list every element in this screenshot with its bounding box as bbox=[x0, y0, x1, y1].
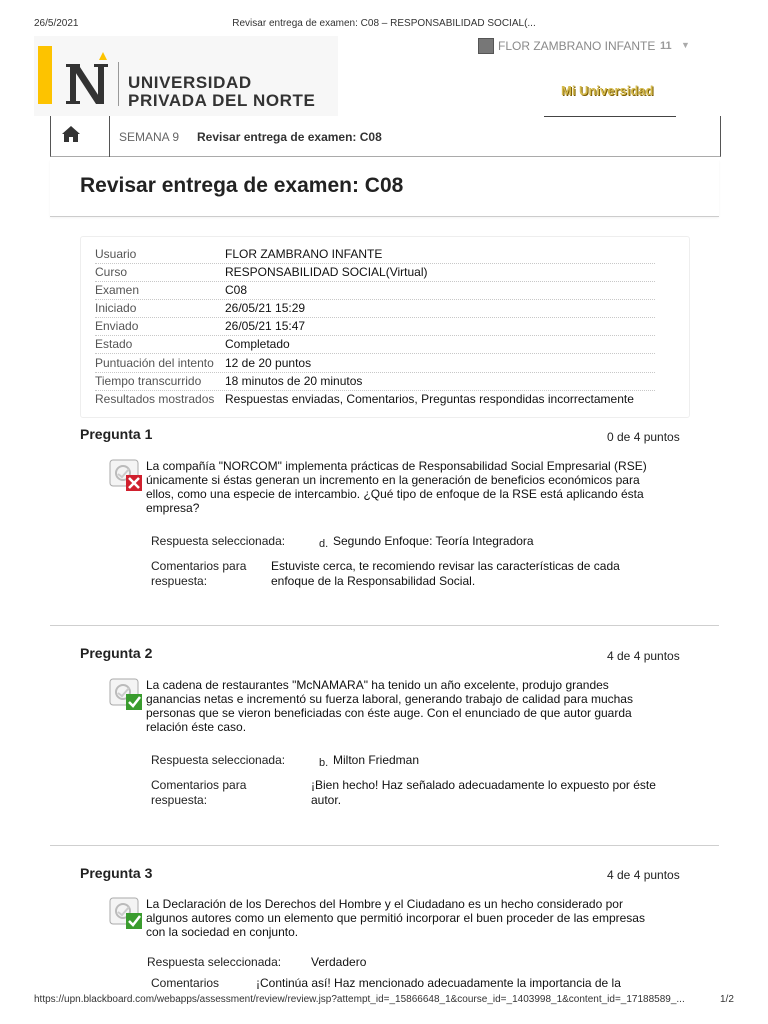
summary-row bbox=[95, 335, 655, 354]
notification-count[interactable]: 11 bbox=[660, 40, 672, 52]
summary-row bbox=[95, 354, 655, 373]
summary-label: Examen bbox=[95, 283, 140, 297]
print-page-number: 1/2 bbox=[720, 994, 734, 1005]
comment-label-line: respuesta: bbox=[151, 793, 208, 807]
question-divider bbox=[50, 625, 719, 626]
question-text bbox=[146, 897, 645, 939]
question-text-line: con la sociedad en conjunto. bbox=[146, 925, 299, 939]
comment-line: enfoque de la Responsabilidad Social. bbox=[271, 574, 476, 588]
summary-value: FLOR ZAMBRANO INFANTE bbox=[225, 247, 383, 261]
answer-label: Respuesta seleccionada: bbox=[147, 955, 282, 969]
question-text bbox=[146, 459, 647, 515]
comment-label bbox=[151, 559, 246, 589]
comment-label-line: respuesta: bbox=[151, 574, 208, 588]
attempt-summary bbox=[80, 236, 690, 418]
brand-divider bbox=[118, 62, 119, 106]
summary-row bbox=[95, 390, 655, 408]
user-name[interactable]: FLOR ZAMBRANO INFANTE bbox=[498, 39, 656, 53]
university-name bbox=[128, 74, 315, 110]
print-date: 26/5/2021 bbox=[34, 18, 79, 29]
answer-letter: d. bbox=[319, 538, 329, 550]
summary-label: Puntuación del intento bbox=[95, 356, 214, 370]
breadcrumb-week[interactable]: SEMANA 9 bbox=[119, 130, 180, 144]
my-university-link[interactable]: Mi Universidad bbox=[561, 83, 654, 98]
upn-logo[interactable] bbox=[66, 52, 116, 108]
summary-row bbox=[95, 245, 655, 264]
answer-label: Respuesta seleccionada: bbox=[151, 753, 286, 767]
print-url: https://upn.blackboard.com/webapps/assessment/review/review.jsp?attempt_id=_15866648_1&course_id=_1403998_1&content_id=_17188589_... bbox=[34, 994, 714, 1005]
question-title: Pregunta 3 bbox=[80, 865, 153, 881]
user-avatar[interactable] bbox=[478, 38, 494, 54]
question-text-line: empresa? bbox=[146, 501, 200, 515]
comment-label bbox=[151, 778, 246, 808]
breadcrumb-separator bbox=[109, 116, 110, 157]
summary-row bbox=[95, 299, 655, 318]
summary-label: Tiempo transcurrido bbox=[95, 374, 202, 388]
summary-value: Respuestas enviadas, Comentarios, Preguntas respondidas incorrectamente bbox=[225, 392, 634, 406]
university-name-line1: UNIVERSIDAD bbox=[128, 73, 252, 92]
question-text-line: únicamente si éstas generan un incremento en la generación de beneficios económicos para bbox=[146, 473, 640, 487]
comment-line: Estuviste cerca, te recomiendo revisar las características de cada bbox=[271, 559, 620, 573]
question-text-line: personas que se vieron beneficiadas con éste auge. Con el enunciado de que autor guarda bbox=[146, 706, 632, 720]
summary-value: RESPONSABILIDAD SOCIAL(Virtual) bbox=[225, 265, 428, 279]
summary-label: Iniciado bbox=[95, 301, 137, 315]
summary-value: 12 de 20 puntos bbox=[225, 356, 312, 370]
brand-accent-bar bbox=[38, 46, 52, 104]
summary-value: C08 bbox=[225, 283, 248, 297]
question-text bbox=[146, 678, 633, 734]
comment-label-line: Comentarios para bbox=[151, 778, 247, 792]
incorrect-icon bbox=[109, 459, 143, 491]
summary-label: Resultados mostrados bbox=[95, 392, 215, 406]
summary-value: 26/05/21 15:47 bbox=[225, 319, 306, 333]
question-text-line: La Declaración de los Derechos del Hombre y el Ciudadano es un hecho considerado por bbox=[146, 897, 623, 911]
question-score: 4 de 4 puntos bbox=[607, 868, 680, 882]
home-icon[interactable] bbox=[62, 126, 80, 142]
answer-value: Milton Friedman bbox=[333, 753, 420, 767]
print-title: Revisar entrega de examen: C08 – RESPONSABILIDAD SOCIAL(... bbox=[232, 18, 536, 29]
answer-value: Verdadero bbox=[311, 955, 367, 969]
comment-text: ¡Continúa así! Haz mencionado adecuadamente la importancia de la bbox=[256, 976, 621, 990]
question-text-line: La cadena de restaurantes "McNAMARA" ha tenido un año excelente, produjo grandes bbox=[146, 678, 609, 692]
summary-value: 26/05/21 15:29 bbox=[225, 301, 306, 315]
question-text-line: La compañía "NORCOM" implementa prácticas de Responsabilidad Social Empresarial (RSE) bbox=[146, 459, 647, 473]
breadcrumb-current: Revisar entrega de examen: C08 bbox=[197, 130, 382, 144]
question-title: Pregunta 1 bbox=[80, 426, 153, 442]
comment-label: Comentarios bbox=[151, 976, 220, 990]
summary-label: Estado bbox=[95, 337, 133, 351]
comment-text bbox=[311, 778, 656, 808]
question-title: Pregunta 2 bbox=[80, 645, 153, 661]
comment-line: ¡Bien hecho! Haz señalado adecuadamente lo expuesto por éste bbox=[311, 778, 656, 792]
summary-label: Curso bbox=[95, 265, 128, 279]
summary-row bbox=[95, 263, 655, 282]
comment-text bbox=[271, 559, 620, 589]
answer-label: Respuesta seleccionada: bbox=[151, 534, 286, 548]
question-text-line: ellos, como una especie de intercambio. ¿Qué tipo de enfoque de la RSE está aplicando ésta bbox=[146, 487, 644, 501]
correct-icon bbox=[109, 678, 143, 710]
answer-letter: b. bbox=[319, 757, 329, 769]
question-text-line: relación éste caso. bbox=[146, 720, 247, 734]
university-name-line2: PRIVADA DEL NORTE bbox=[128, 91, 316, 110]
comment-label-line: Comentarios para bbox=[151, 559, 247, 573]
chevron-down-icon[interactable]: ▼ bbox=[681, 40, 690, 50]
summary-row bbox=[95, 317, 655, 336]
page-title: Revisar entrega de examen: C08 bbox=[80, 174, 404, 197]
comment-line: autor. bbox=[311, 793, 342, 807]
question-score: 4 de 4 puntos bbox=[607, 649, 680, 663]
summary-label: Enviado bbox=[95, 319, 139, 333]
summary-row bbox=[95, 281, 655, 300]
question-score: 0 de 4 puntos bbox=[607, 430, 680, 444]
summary-value: 18 minutos de 20 minutos bbox=[225, 374, 363, 388]
question-divider bbox=[50, 845, 719, 846]
summary-value: Completado bbox=[225, 337, 290, 351]
question-text-line: algunos autores como un elemento que permitió incorporar el buen proceder de las empresas bbox=[146, 911, 645, 925]
summary-row bbox=[95, 372, 655, 391]
summary-label: Usuario bbox=[95, 247, 137, 261]
correct-icon bbox=[109, 897, 143, 929]
question-text-line: ganancias netas e incrementó su fuerza laboral, generando trabajo de calidad para muchas bbox=[146, 692, 633, 706]
answer-value: Segundo Enfoque: Teoría Integradora bbox=[333, 534, 534, 548]
